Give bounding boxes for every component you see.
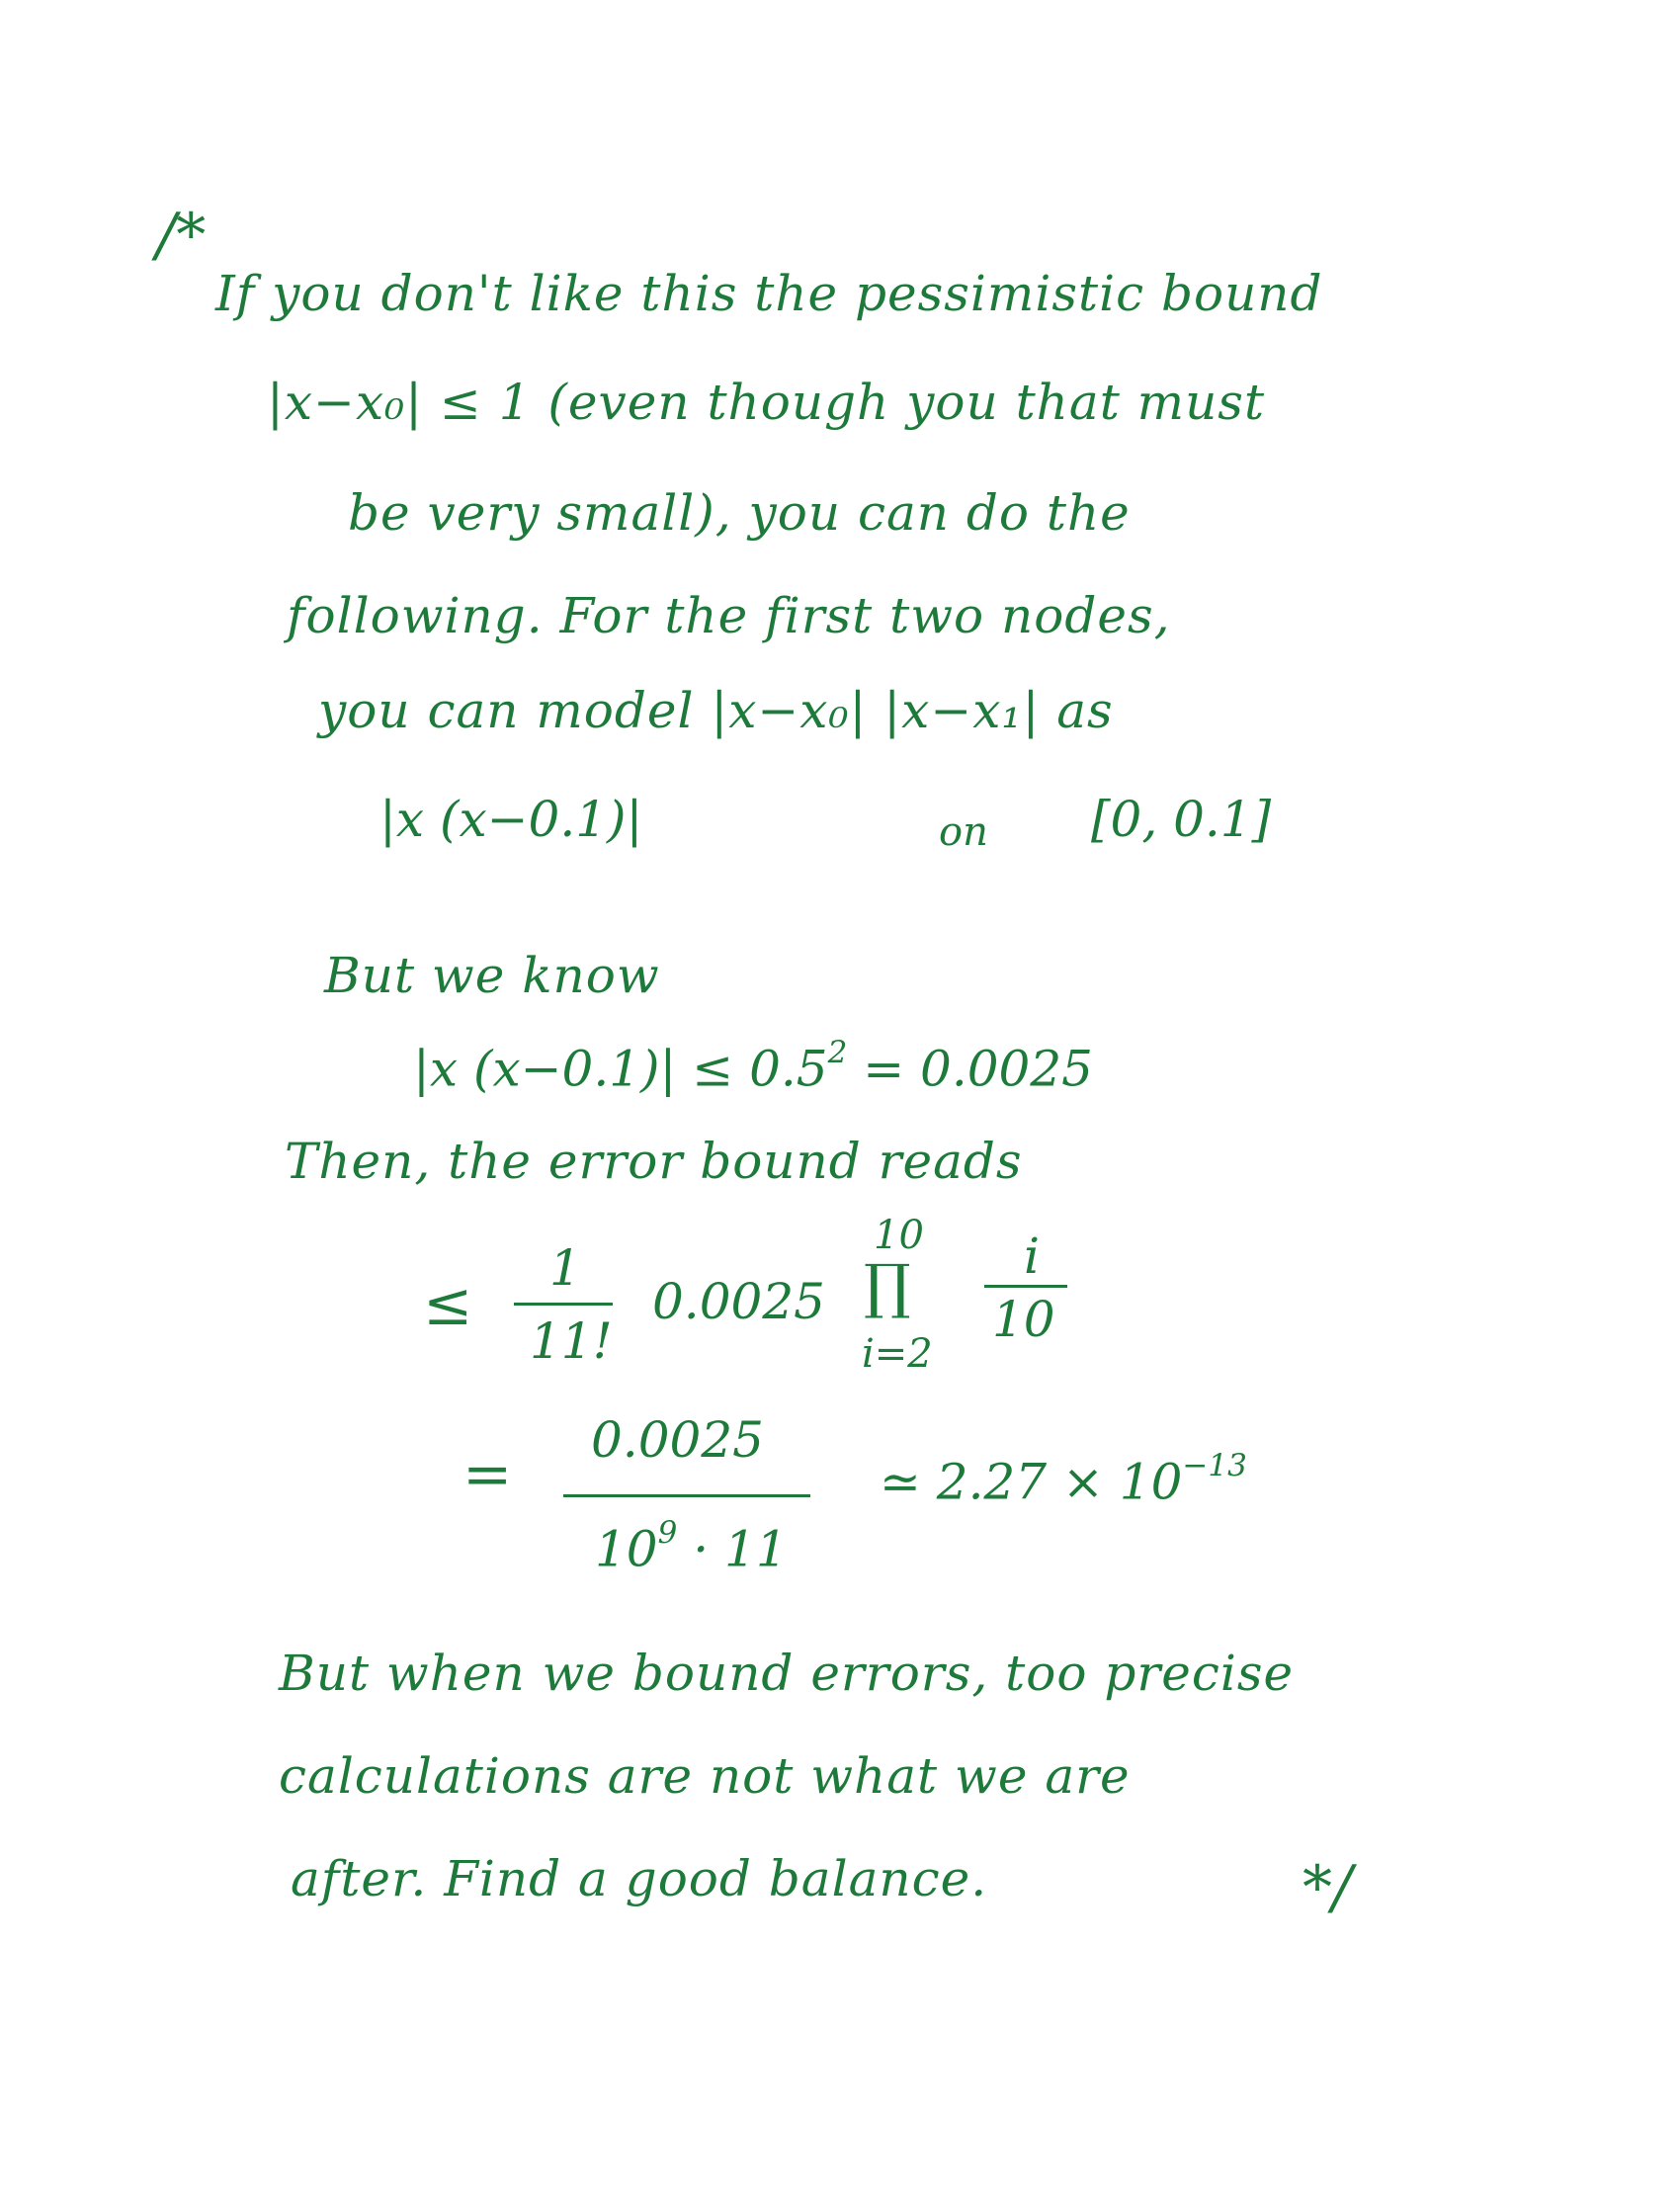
denominator-rest: · 11: [693, 1520, 788, 1578]
text-line-2: |x−x₀| ≤ 1 (even though you that must: [267, 374, 1266, 431]
model-expression: |x (x−0.1)|: [379, 791, 643, 848]
bound-leq: ≤: [423, 1270, 473, 1339]
product-upper-limit: 10: [874, 1213, 924, 1258]
ratio-numerator: i: [1024, 1227, 1040, 1285]
result-fraction-bar: [563, 1494, 810, 1497]
model-interval: [0, 0.1]: [1091, 791, 1272, 848]
know-exponent: 2: [827, 1035, 848, 1070]
bound-fraction-bar: [514, 1303, 613, 1306]
ratio-denominator: 10: [992, 1291, 1055, 1348]
bound-numerator: 1: [549, 1239, 581, 1297]
closing-line-1: But when we bound errors, too precise: [279, 1645, 1295, 1702]
bound-factor: 0.0025: [652, 1273, 825, 1330]
bound-denominator: 11!: [530, 1312, 613, 1370]
closing-line-3: after. Find a good balance.: [291, 1850, 988, 1907]
know-result: = 0.0025: [863, 1040, 1093, 1098]
denominator-exponent: 9: [657, 1515, 678, 1551]
know-inequality: [413, 1035, 1093, 1098]
product-lower-limit: i=2: [862, 1331, 933, 1377]
product-symbol: ∏: [864, 1252, 911, 1321]
result-denominator: [595, 1515, 788, 1578]
close-comment: */: [1302, 1853, 1353, 1922]
approx-exponent: −13: [1182, 1448, 1247, 1483]
model-on-word: on: [939, 809, 988, 855]
text-line-1: If you don't like this the pessimistic bound: [215, 265, 1323, 322]
then-line: Then, the error bound reads: [285, 1133, 1023, 1190]
open-comment: /*: [156, 201, 207, 270]
know-line: But we know: [324, 947, 660, 1004]
result-numerator: 0.0025: [591, 1411, 764, 1469]
approx-result: [880, 1448, 1247, 1511]
text-line-5: you can model |x−x₀| |x−x₁| as: [318, 682, 1114, 739]
ratio-fraction-bar: [984, 1285, 1067, 1288]
closing-line-2: calculations are not what we are: [279, 1747, 1131, 1805]
know-expression: |x (x−0.1)| ≤ 0.5: [413, 1040, 828, 1098]
equals-sign: =: [462, 1440, 513, 1509]
approx-value: ≃ 2.27 × 10: [880, 1453, 1183, 1511]
text-line-3: be very small), you can do the: [348, 484, 1131, 542]
denominator-base: 10: [595, 1520, 658, 1578]
text-line-4: following. For the first two nodes,: [287, 587, 1171, 644]
